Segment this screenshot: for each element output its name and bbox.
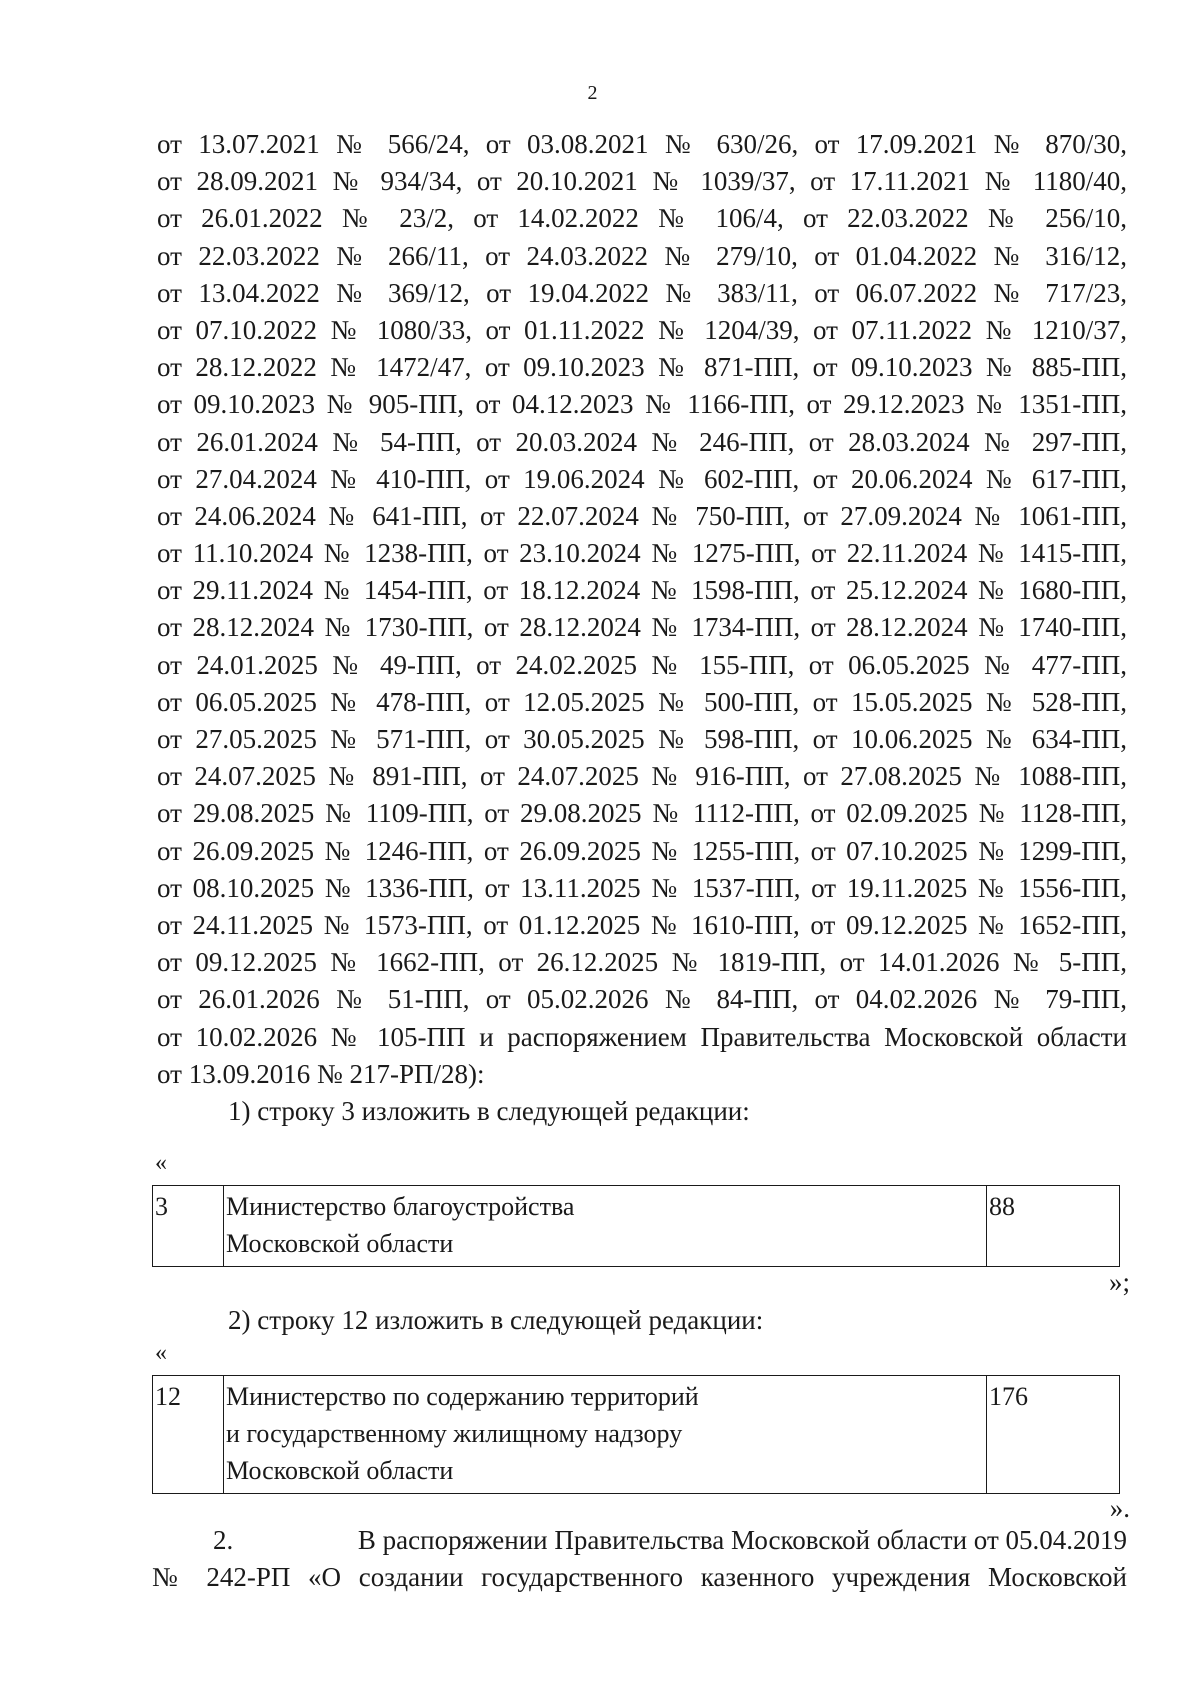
text-line: от 28.12.2022 № 1472/47, от 09.10.2023 № 871-ПП, от 09.10.2023 № 885-ПП, bbox=[157, 352, 1127, 383]
row-name-line: Московской области bbox=[226, 1456, 454, 1485]
row-value-cell: 88 bbox=[987, 1186, 1120, 1267]
row-name-line: Московской области bbox=[226, 1229, 454, 1258]
row-value-cell: 176 bbox=[987, 1376, 1120, 1494]
text-line: от 13.09.2016 № 217-РП/28): bbox=[157, 1058, 485, 1089]
paragraph-number: 2. bbox=[213, 1525, 234, 1555]
text-line: от 10.02.2026 № 105-ПП и распоряжением Правительства Московской области bbox=[157, 1021, 1127, 1052]
close-quote: »; bbox=[1108, 1267, 1130, 1297]
text-line: от 26.09.2025 № 1246-ПП, от 26.09.2025 № 1255-ПП, от 07.10.2025 № 1299-ПП, bbox=[157, 835, 1127, 866]
text-line: от 28.09.2021 № 934/34, от 20.10.2021 № 1039/37, от 17.11.2021 № 1180/40, bbox=[157, 166, 1127, 197]
row-name-cell bbox=[224, 1186, 987, 1267]
open-quote: « bbox=[155, 1150, 167, 1176]
text-line: от 28.12.2024 № 1730-ПП, от 28.12.2024 № 1734-ПП, от 28.12.2024 № 1740-ПП, bbox=[157, 612, 1127, 643]
text-line: № 242-РП «О создании государственного казенного учреждения Московской bbox=[152, 1562, 1127, 1593]
amendment-2-table bbox=[152, 1375, 1120, 1494]
row-number-cell: 3 bbox=[153, 1186, 224, 1267]
open-quote: « bbox=[155, 1340, 167, 1366]
text-line: от 11.10.2024 № 1238-ПП, от 23.10.2024 № 1275-ПП, от 22.11.2024 № 1415-ПП, bbox=[157, 538, 1127, 569]
text-line: от 26.01.2022 № 23/2, от 14.02.2022 № 106/4, от 22.03.2022 № 256/10, bbox=[157, 203, 1127, 234]
text-line: от 29.11.2024 № 1454-ПП, от 18.12.2024 № 1598-ПП, от 25.12.2024 № 1680-ПП, bbox=[157, 575, 1127, 606]
text-line: от 09.12.2025 № 1662-ПП, от 26.12.2025 № 1819-ПП, от 14.01.2026 № 5-ПП, bbox=[157, 947, 1127, 978]
resolution-list-paragraph bbox=[157, 126, 1127, 1130]
amendment-2-intro: 2) строку 12 изложить в следующей редакции: bbox=[228, 1305, 764, 1335]
table-row bbox=[153, 1376, 1120, 1494]
paragraph-text: В распоряжении Правительства Московской области от 05.04.2019 bbox=[357, 1525, 1127, 1555]
row-name-line: Министерство по содержанию территорий bbox=[226, 1382, 699, 1411]
text-line: от 24.07.2025 № 891-ПП, от 24.07.2025 № 916-ПП, от 27.08.2025 № 1088-ПП, bbox=[157, 761, 1127, 792]
row-name-line: Министерство благоустройства bbox=[226, 1192, 575, 1221]
text-line: от 27.05.2025 № 571-ПП, от 30.05.2025 № 598-ПП, от 10.06.2025 № 634-ПП, bbox=[157, 724, 1127, 754]
text-line bbox=[152, 1522, 1127, 1559]
text-line: от 08.10.2025 № 1336-ПП, от 13.11.2025 № 1537-ПП, от 19.11.2025 № 1556-ПП, bbox=[157, 872, 1127, 903]
paragraph-2 bbox=[152, 1522, 1127, 1596]
row-name-line: и государственному жилищному надзору bbox=[226, 1419, 683, 1448]
text-line: от 13.07.2021 № 566/24, от 03.08.2021 № 630/26, от 17.09.2021 № 870/30, bbox=[157, 129, 1127, 159]
text-line: от 29.08.2025 № 1109-ПП, от 29.08.2025 № 1112-ПП, от 02.09.2025 № 1128-ПП, bbox=[157, 798, 1127, 829]
text-line: от 27.04.2024 № 410-ПП, от 19.06.2024 № 602-ПП, от 20.06.2024 № 617-ПП, bbox=[157, 463, 1127, 494]
text-line: от 24.01.2025 № 49-ПП, от 24.02.2025 № 155-ПП, от 06.05.2025 № 477-ПП, bbox=[157, 649, 1127, 680]
text-line: от 26.01.2024 № 54-ПП, от 20.03.2024 № 246-ПП, от 28.03.2024 № 297-ПП, bbox=[157, 426, 1127, 457]
table-row bbox=[153, 1186, 1120, 1267]
text-line: от 22.03.2022 № 266/11, от 24.03.2022 № 279/10, от 01.04.2022 № 316/12, bbox=[157, 240, 1127, 271]
text-line: от 24.06.2024 № 641-ПП, от 22.07.2024 № 750-ПП, от 27.09.2024 № 1061-ПП, bbox=[157, 500, 1127, 531]
row-name-cell bbox=[224, 1376, 987, 1494]
text-line: от 13.04.2022 № 369/12, от 19.04.2022 № 383/11, от 06.07.2022 № 717/23, bbox=[157, 277, 1127, 308]
text-line: от 26.01.2026 № 51-ПП, от 05.02.2026 № 84-ПП, от 04.02.2026 № 79-ПП, bbox=[157, 984, 1127, 1015]
close-quote: ». bbox=[1109, 1493, 1130, 1523]
amendment-1-table bbox=[152, 1185, 1120, 1267]
row-number-cell: 12 bbox=[153, 1376, 224, 1494]
text-line: от 06.05.2025 № 478-ПП, от 12.05.2025 № 500-ПП, от 15.05.2025 № 528-ПП, bbox=[157, 686, 1127, 717]
text-line: от 09.10.2023 № 905-ПП, от 04.12.2023 № 1166-ПП, от 29.12.2023 № 1351-ПП, bbox=[157, 389, 1127, 420]
amendment-1-intro: 1) строку 3 изложить в следующей редакции: bbox=[228, 1095, 750, 1126]
page-number: 2 bbox=[587, 82, 598, 104]
text-line: от 24.11.2025 № 1573-ПП, от 01.12.2025 № 1610-ПП, от 09.12.2025 № 1652-ПП, bbox=[157, 909, 1127, 940]
text-line: от 07.10.2022 № 1080/33, от 01.11.2022 № 1204/39, от 07.11.2022 № 1210/37, bbox=[157, 314, 1127, 345]
